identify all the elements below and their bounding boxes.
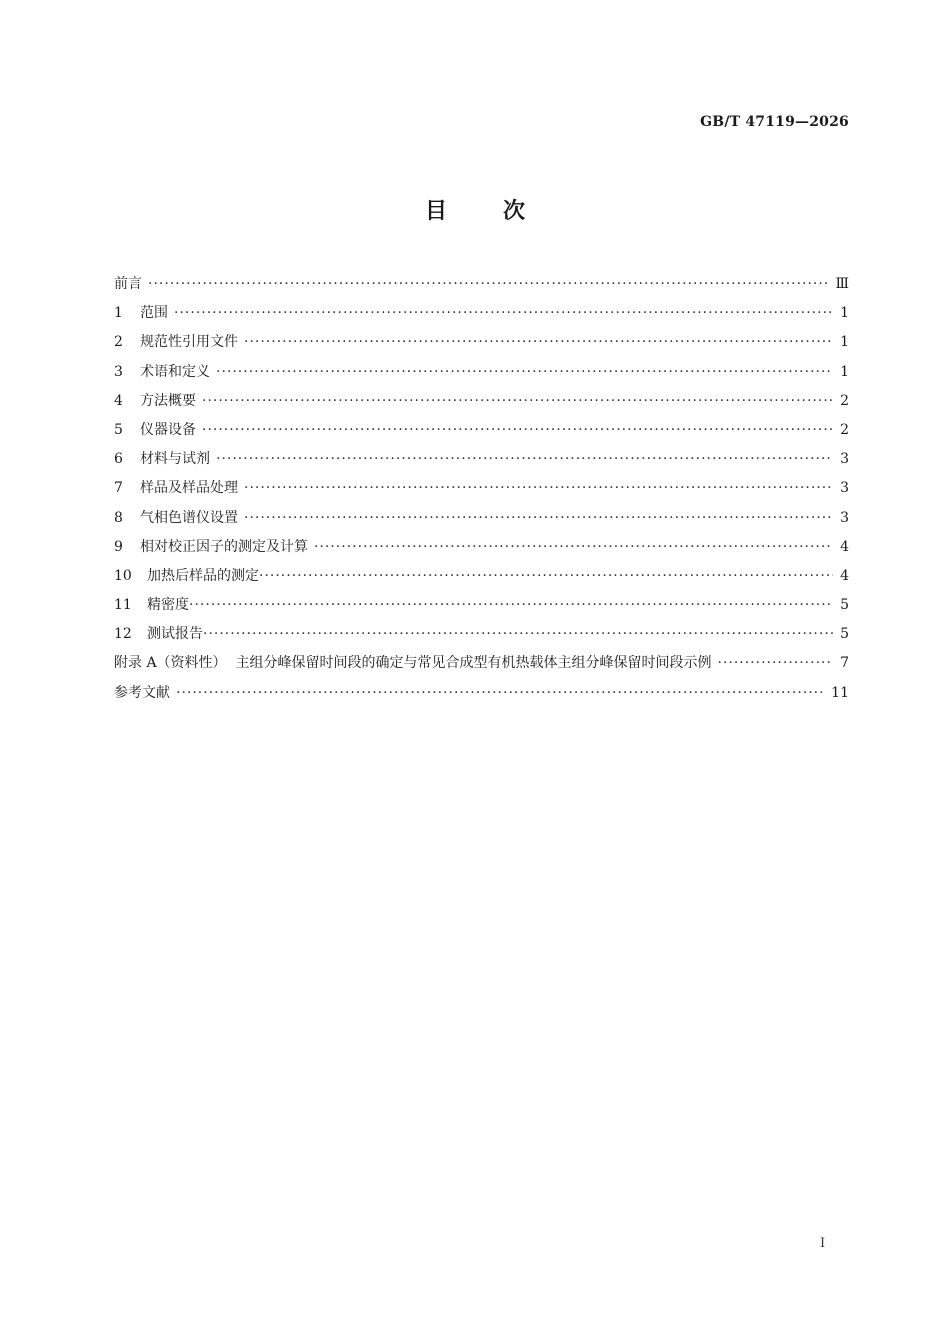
toc-entry-number: 11 (114, 597, 132, 614)
toc-entry-number: 2 (114, 334, 123, 351)
toc-entry-page: 11 (831, 684, 849, 701)
leader-dots (203, 620, 833, 649)
toc-entry-10[interactable] (114, 562, 849, 591)
toc-entry-number: 3 (114, 363, 123, 380)
toc-entry-label: 仪器设备 (140, 421, 196, 438)
toc-entry-4[interactable] (114, 387, 849, 416)
toc-entry-8[interactable] (114, 504, 849, 533)
leader-dots (244, 504, 833, 533)
leader-dots (148, 270, 829, 299)
toc-entry-number: 12 (114, 626, 132, 643)
toc-entry-number: 7 (114, 480, 123, 497)
toc-entry-5[interactable] (114, 416, 849, 445)
leader-dots (176, 679, 825, 708)
title-char-2: 次 (503, 199, 526, 224)
toc-entry-label: 范围 (140, 305, 168, 322)
toc-entry-number: 10 (114, 567, 132, 584)
leader-dots (244, 474, 833, 503)
leader-dots (314, 533, 833, 562)
standard-number: GB/T 47119—2026 (700, 114, 849, 130)
toc-entry-number: 4 (114, 392, 123, 409)
toc-entry-11[interactable] (114, 591, 849, 620)
toc-entry-page: 2 (840, 392, 849, 409)
toc-entry-page: 1 (840, 363, 849, 380)
toc-entry-foreword[interactable] (114, 270, 849, 299)
toc-entry-label: 材料与试剂 (140, 451, 210, 468)
toc-entry-label: 附录 A（资料性） 主组分峰保留时间段的确定与常见合成型有机热载体主组分峰保留时间段示例 (114, 655, 712, 672)
toc-entry-label: 相对校正因子的测定及计算 (140, 538, 308, 555)
toc-entry-page: 1 (840, 334, 849, 351)
leader-dots (202, 387, 833, 416)
toc-entry-12[interactable] (114, 620, 849, 649)
toc-entry-page: 2 (840, 421, 849, 438)
title-char-1: 目 (424, 199, 447, 224)
toc-entry-page: 3 (840, 480, 849, 497)
toc-entry-2[interactable] (114, 328, 849, 357)
toc-entry-number: 1 (114, 305, 123, 322)
toc-entry-number: 9 (114, 538, 123, 555)
leader-dots (202, 416, 833, 445)
toc-entry-page: 3 (840, 509, 849, 526)
toc-entry-6[interactable] (114, 445, 849, 474)
toc-entry-7[interactable] (114, 474, 849, 503)
toc-entry-page: 5 (840, 597, 849, 614)
toc-entry-label: 气相色谱仪设置 (140, 509, 238, 526)
leader-dots (244, 328, 833, 357)
leader-dots (216, 358, 833, 387)
toc-entry-bibliography[interactable] (114, 679, 849, 708)
toc-entry-label: 参考文献 (114, 684, 170, 701)
toc-entry-label: 术语和定义 (140, 363, 210, 380)
page-number: I (820, 1236, 826, 1251)
toc-entry-3[interactable] (114, 358, 849, 387)
toc-entry-label: 精密度 (147, 597, 189, 614)
leader-dots (717, 649, 833, 678)
toc-entry-page: Ⅲ (835, 276, 849, 292)
leader-dots (189, 591, 833, 620)
toc-entry-number: 8 (114, 509, 123, 526)
page-title (0, 194, 950, 225)
toc-entry-label: 方法概要 (140, 392, 196, 409)
toc-entry-page: 3 (840, 451, 849, 468)
toc-entry-page: 4 (840, 538, 849, 555)
toc-entry-1[interactable] (114, 299, 849, 328)
toc-entry-label: 规范性引用文件 (140, 334, 238, 351)
toc-entry-label: 前言 (114, 276, 142, 292)
leader-dots (259, 562, 833, 591)
toc-entry-label: 测试报告 (147, 626, 203, 643)
leader-dots (174, 299, 833, 328)
toc-entry-page: 5 (840, 626, 849, 643)
toc-entry-page: 7 (840, 655, 849, 672)
toc-entry-page: 1 (840, 305, 849, 322)
toc-entry-label: 加热后样品的测定 (147, 567, 259, 584)
toc-entry-number: 5 (114, 421, 123, 438)
toc-entry-page: 4 (840, 567, 849, 584)
toc-entry-9[interactable] (114, 533, 849, 562)
toc-entry-number: 6 (114, 451, 123, 468)
toc-entry-label: 样品及样品处理 (140, 480, 238, 497)
table-of-contents (114, 270, 849, 708)
toc-entry-annex-a[interactable] (114, 649, 849, 678)
leader-dots (216, 445, 833, 474)
